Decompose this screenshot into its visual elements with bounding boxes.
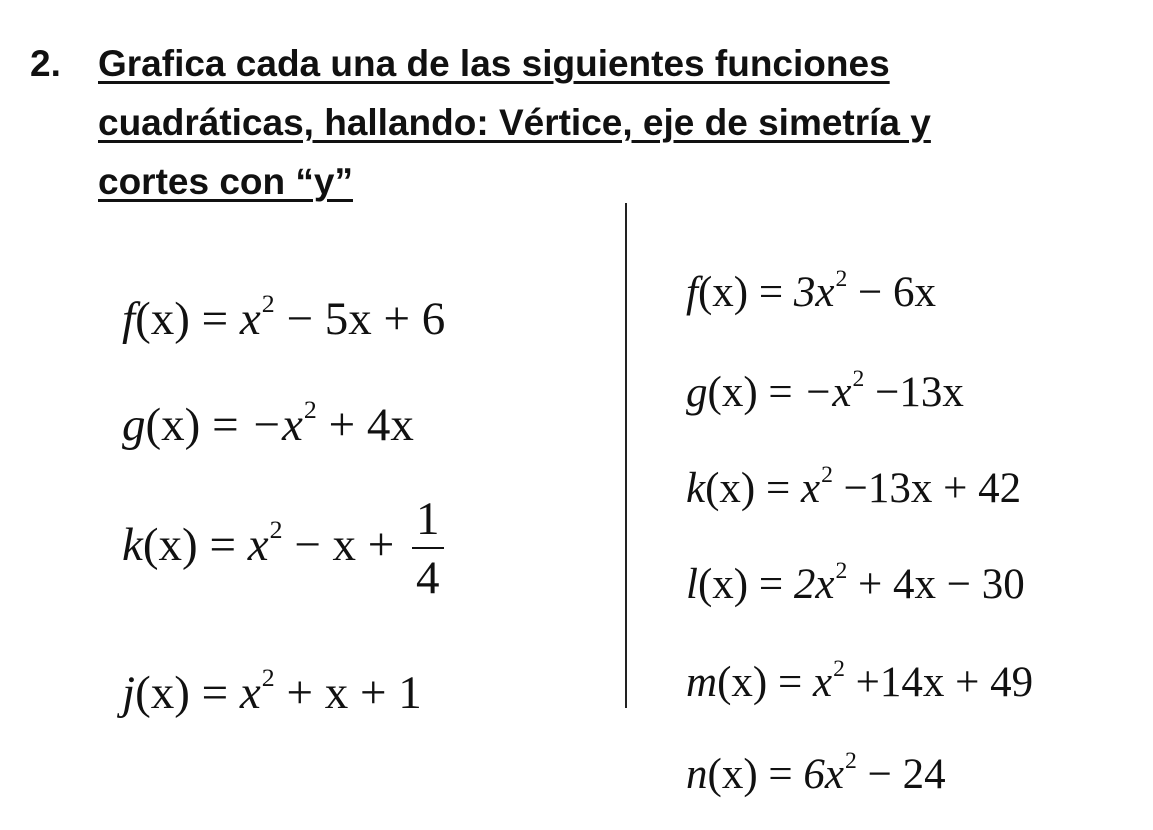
equation-right-f: $f(x) = 3x^2 - 6x$ [686, 265, 937, 316]
equation-right-m: $m(x) = x^2 +14x + 49$ [686, 655, 1034, 706]
exercise-title-line-3: cortes con “y” [98, 161, 353, 202]
equation-left-k: $k(x) = x^2 - x$ + $\frac{1}{4}$ [122, 496, 444, 602]
exercise-title-line-2: cuadráticas, hallando: Vértice, eje de simetría y [98, 102, 931, 143]
exercise-title-line-1: Grafica cada una de las siguientes funciones [98, 43, 890, 84]
column-divider [625, 203, 627, 708]
equation-right-n: $n(x) = 6x^2 - 24$ [686, 747, 946, 798]
fraction: $\frac{1}{4}$ [412, 496, 444, 602]
exercise-number: 2. [30, 43, 61, 84]
equation-right-l: $l(x) = 2x^2 + 4x - 30$ [686, 557, 1025, 608]
equation-left-g: $g(x) = -x^2 + 4x$ [122, 395, 414, 451]
equation-right-k: $k(x) = x^2 -13x + 42$ [686, 461, 1022, 512]
equation-right-g: $g(x) = -x^2 -13x$ [686, 365, 964, 416]
equation-left-j: $j(x) = x^2 + x + 1$ [122, 663, 422, 719]
equation-left-f: $f(x) = x^2 - 5x + 6$ [122, 289, 446, 345]
